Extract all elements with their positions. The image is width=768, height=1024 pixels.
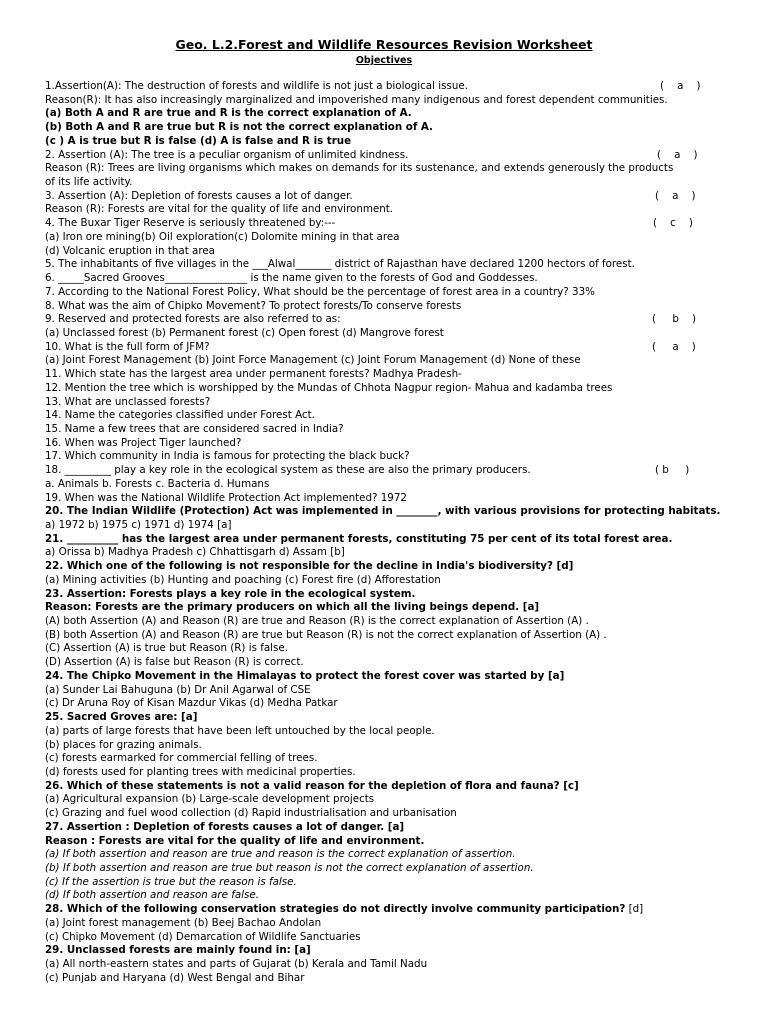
line-text: (a) parts of large forests that have been left untouched by the local people. — [45, 724, 435, 737]
worksheet-line — [45, 835, 725, 849]
line-text: a. Animals b. Forests c. Bacteria d. Humans — [45, 477, 270, 490]
worksheet-line — [45, 478, 725, 492]
worksheet-line — [45, 149, 725, 163]
worksheet-line — [45, 396, 725, 410]
worksheet-line — [45, 931, 725, 945]
answer-key: ( a ) — [652, 340, 696, 353]
line-text: 13. What are unclassed forests? — [45, 395, 211, 408]
worksheet-line — [45, 889, 725, 903]
answer-key: ( b ) — [652, 313, 697, 326]
worksheet-line — [45, 629, 725, 643]
worksheet-line — [45, 313, 725, 327]
line-text: (a) If both assertion and reason are true and reason is the correct explanation of assertion. — [45, 848, 516, 861]
line-text: a) 1972 b) 1975 c) 1971 d) 1974 [a] — [45, 519, 232, 531]
line-text: 15. Name a few trees that are considered sacred in India? — [45, 422, 344, 435]
line-text: (c) Dr Aruna Roy of Kisan Mazdur Vikas (d) Medha Patkar — [45, 697, 338, 710]
worksheet-line — [45, 766, 725, 780]
line-text: (a) All north-eastern states and parts of Gujarat (b) Kerala and Tamil Nadu — [45, 958, 428, 970]
worksheet-line — [45, 300, 725, 314]
worksheet-line — [45, 656, 725, 670]
line-text: (b) If both assertion and reason are true but reason is not the correct explanation of assertion. — [45, 861, 534, 874]
line-text: 22. Which one of the following is not responsible for the decline in India's biodiversity? [d] — [45, 560, 574, 573]
line-text: (c) Chipko Movement (d) Demarcation of Wildlife Sanctuaries — [45, 930, 361, 943]
worksheet-line — [45, 533, 725, 547]
line-text: 17. Which community in India is famous for protecting the black buck? — [45, 450, 410, 463]
worksheet-line — [45, 272, 725, 286]
worksheet-line — [45, 725, 725, 739]
line-text: (c ) A is true but R is false (d) A is false and R is true — [45, 134, 352, 147]
worksheet-line — [45, 286, 725, 300]
worksheet-line — [45, 848, 725, 862]
worksheet-line — [45, 245, 725, 259]
worksheet-line — [45, 876, 725, 890]
answer-key: ( c ) — [653, 217, 693, 230]
worksheet-line — [45, 231, 725, 245]
worksheet-line — [45, 903, 725, 917]
line-text: Reason(R): It has also increasingly marginalized and impoverished many indigenous and forest dependent communities. — [45, 93, 668, 106]
line-text: (B) both Assertion (A) and Reason (R) are true but Reason (R) is not the correct explanation of Assertion (A) . — [45, 628, 607, 641]
worksheet-line — [45, 917, 725, 931]
line-text: Reason (R): Forests are vital for the quality of life and environment. — [45, 203, 394, 216]
worksheet-line — [45, 423, 725, 437]
line-text: 23. Assertion: Forests plays a key role in the ecological system. — [45, 587, 416, 600]
line-text: 20. The Indian Wildlife (Protection) Act was implemented in ________, with various provisions for protecting habitats. — [45, 505, 721, 518]
line-text: 8. What was the aim of Chipko Movement? To protect forests/To conserve forests — [45, 299, 462, 312]
worksheet-line — [45, 107, 725, 121]
worksheet-line — [45, 190, 725, 204]
line-text: 28. Which of the following conservation strategies do not directly involve community participation? — [45, 903, 626, 916]
line-text: a) Orissa b) Madhya Pradesh c) Chhattisgarh d) Assam [b] — [45, 546, 345, 559]
worksheet-line — [45, 670, 725, 684]
line-text: (a) Joint Forest Management (b) Joint Force Management (c) Joint Forum Management (d) None of these — [45, 354, 581, 367]
worksheet-line — [45, 615, 725, 629]
line-text: 27. Assertion : Depletion of forests causes a lot of danger. [a] — [45, 820, 405, 833]
line-text: 24. The Chipko Movement in the Himalayas to protect the forest cover was started by [a] — [45, 669, 565, 682]
worksheet-line — [45, 780, 725, 794]
worksheet-line — [45, 437, 725, 451]
worksheet-line — [45, 341, 725, 355]
worksheet-line — [45, 684, 725, 698]
worksheet-line — [45, 972, 725, 986]
answer-key: ( b ) — [655, 464, 690, 477]
worksheet-line — [45, 203, 725, 217]
answer-key: ( a ) — [660, 80, 701, 92]
line-text: 21. __________ has the largest area under permanent forests, constituting 75 per cent of its total forest area. — [45, 532, 673, 545]
worksheet-line — [45, 752, 725, 766]
line-text: 10. What is the full form of JFM? — [45, 340, 210, 353]
worksheet-line — [45, 368, 725, 382]
worksheet-line — [45, 793, 725, 807]
line-text: 7. According to the National Forest Policy, What should be the percentage of forest area in a country? 33% — [45, 285, 595, 298]
line-text: (c) If the assertion is true but the reason is false. — [45, 875, 297, 888]
line-text: 19. When was the National Wildlife Protection Act implemented? 1972 — [45, 491, 407, 504]
worksheet-line — [45, 642, 725, 656]
worksheet-line — [45, 958, 725, 972]
worksheet-line — [45, 697, 725, 711]
worksheet-line — [45, 382, 725, 396]
worksheet-line — [45, 505, 725, 519]
line-text: 29. Unclassed forests are mainly found in: [a] — [45, 944, 311, 957]
line-text: (A) both Assertion (A) and Reason (R) are true and Reason (R) is the correct explanation of Assertion (A) . — [45, 615, 589, 628]
line-text: (c) Punjab and Haryana (d) West Bengal and Bihar — [45, 971, 305, 984]
worksheet-line — [45, 80, 725, 94]
worksheet-line — [45, 519, 725, 533]
line-text: (a) Both A and R are true and R is the correct explanation of A. — [45, 107, 412, 120]
line-text: 4. The Buxar Tiger Reserve is seriously threatened by:--- — [45, 217, 336, 230]
line-text: 16. When was Project Tiger launched? — [45, 436, 242, 449]
line-text: (C) Assertion (A) is true but Reason (R) is false. — [45, 642, 288, 655]
line-text: Reason: Forests are the primary producers on which all the living beings depend. [a] — [45, 601, 540, 614]
line-text: 2. Assertion (A): The tree is a peculiar organism of unlimited kindness. — [45, 148, 409, 161]
worksheet-line — [45, 739, 725, 753]
worksheet-subtitle: Objectives — [355, 55, 413, 66]
line-text: (d) If both assertion and reason are false. — [45, 889, 259, 902]
line-text: 9. Reserved and protected forests are also referred to as: — [45, 313, 341, 326]
line-text: 3. Assertion (A): Depletion of forests causes a lot of danger. — [45, 189, 353, 202]
line-text: 14. Name the categories classified under Forest Act. — [45, 409, 315, 422]
worksheet-line — [45, 944, 725, 958]
worksheet-line — [45, 450, 725, 464]
line-text: (a) Mining activities (b) Hunting and poaching (c) Forest fire (d) Afforestation — [45, 573, 441, 586]
worksheet-line — [45, 327, 725, 341]
line-text: 11. Which state has the largest area under permanent forests? Madhya Pradesh- — [45, 368, 462, 381]
line-text: 12. Mention the tree which is worshipped by the Mundas of Chhota Nagpur region- Mahua and kadamba trees — [45, 381, 613, 394]
line-text: 5. The inhabitants of five villages in the ___Alwal_______ district of Rajasthan have declared 1200 hectors of forest. — [45, 258, 635, 271]
worksheet-line — [45, 862, 725, 876]
worksheet-line — [45, 121, 725, 135]
line-text: Reason (R): Trees are living organisms which makes on demands for its sustenance, and extends generously the products — [45, 162, 674, 175]
worksheet-line — [45, 574, 725, 588]
line-text: 25. Sacred Groves are: [a] — [45, 711, 198, 724]
worksheet-line — [45, 821, 725, 835]
line-text: (D) Assertion (A) is false but Reason (R) is correct. — [45, 656, 304, 669]
worksheet-line — [45, 546, 725, 560]
worksheet-line — [45, 176, 725, 190]
answer-key: ( a ) — [655, 189, 696, 202]
worksheet-line — [45, 217, 725, 231]
line-text: 6. _____Sacred Grooves________________ is the name given to the forests of God and Goddesses. — [45, 272, 538, 285]
worksheet-line — [45, 354, 725, 368]
worksheet-line — [45, 94, 725, 108]
line-text: of its life activity. — [45, 176, 133, 189]
line-text: (d) forests used for planting trees with medicinal properties. — [45, 765, 356, 778]
worksheet-line — [45, 711, 725, 725]
worksheet-line — [45, 588, 725, 602]
line-text: 18. _________ play a key role in the ecological system as these are also the primary producers. — [45, 464, 531, 477]
worksheet-line — [45, 492, 725, 506]
worksheet-line — [45, 601, 725, 615]
worksheet-line — [45, 807, 725, 821]
line-text: (b) places for grazing animals. — [45, 738, 202, 751]
line-text: 1.Assertion(A): The destruction of forests and wildlife is not just a biological issue. — [45, 80, 468, 92]
answer-suffix: [d] — [625, 903, 644, 916]
line-text: (a) Iron ore mining(b) Oil exploration(c) Dolomite mining in that area — [45, 230, 400, 243]
line-text: (c) forests earmarked for commercial felling of trees. — [45, 752, 318, 765]
line-text: 26. Which of these statements is not a valid reason for the depletion of flora and fauna? [c] — [45, 779, 579, 792]
worksheet-line — [45, 162, 725, 176]
worksheet-line — [45, 258, 725, 272]
worksheet-line — [45, 135, 725, 149]
worksheet-line — [45, 409, 725, 423]
worksheet-title: Geo. L.2.Forest and Wildlife Resources Revision Worksheet — [175, 37, 593, 52]
question-list — [45, 80, 725, 985]
line-text: (a) Sunder Lai Bahuguna (b) Dr Anil Agarwal of CSE — [45, 683, 311, 696]
worksheet-line — [45, 560, 725, 574]
answer-key: ( a ) — [657, 148, 698, 161]
line-text: Reason : Forests are vital for the quality of life and environment. — [45, 834, 425, 847]
line-text: (c) Grazing and fuel wood collection (d) Rapid industrialisation and urbanisation — [45, 807, 457, 820]
line-text: (a) Unclassed forest (b) Permanent forest (c) Open forest (d) Mangrove forest — [45, 326, 444, 339]
line-text: (a) Agricultural expansion (b) Large-scale development projects — [45, 793, 375, 806]
worksheet-line — [45, 464, 725, 478]
line-text: (a) Joint forest management (b) Beej Bachao Andolan — [45, 916, 322, 929]
line-text: (b) Both A and R are true but R is not the correct explanation of A. — [45, 121, 433, 134]
line-text: (d) Volcanic eruption in that area — [45, 244, 215, 257]
